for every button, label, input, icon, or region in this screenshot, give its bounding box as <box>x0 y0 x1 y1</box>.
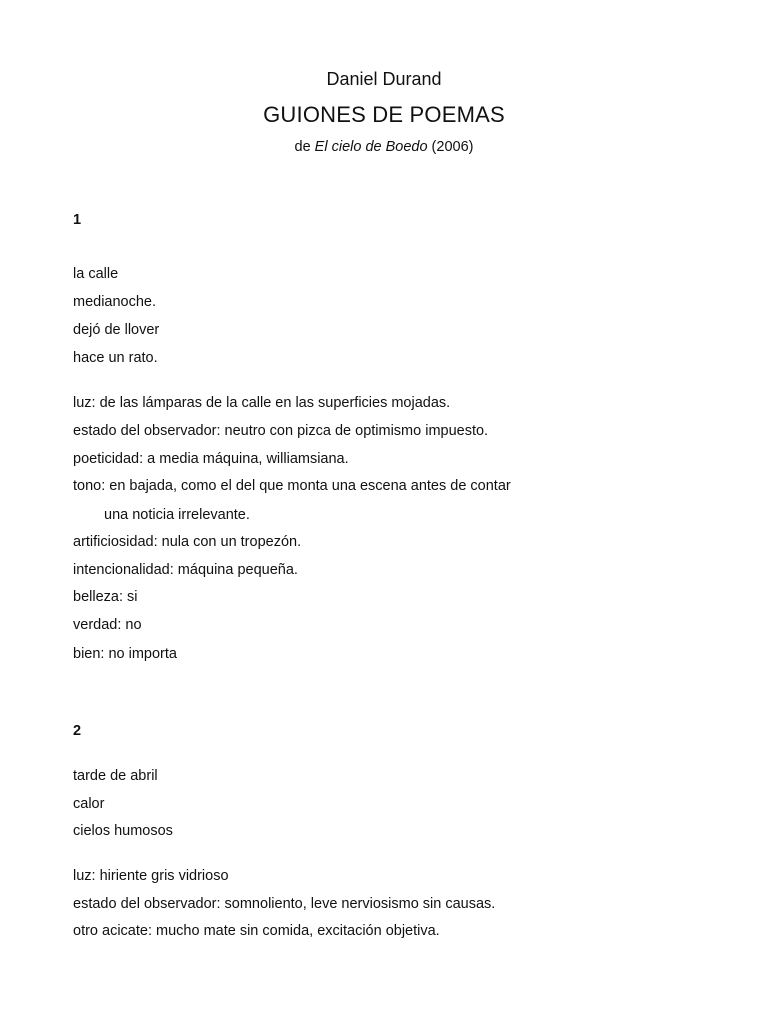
poem-line: hace un rato. <box>73 350 158 366</box>
script-line: estado del observador: somnoliento, leve nerviosismo sin causas. <box>73 896 496 912</box>
script-line-continuation: una noticia irrelevante. <box>104 507 250 523</box>
section-number: 2 <box>73 723 82 739</box>
script-line: bien: no importa <box>73 646 177 662</box>
poem-line: calor <box>73 796 105 812</box>
poem-line: tarde de abril <box>73 768 158 784</box>
script-line: estado del observador: neutro con pizca de optimismo impuesto. <box>73 423 489 439</box>
poem-line: la calle <box>73 266 119 282</box>
script-line: luz: de las lámparas de la calle en las superficies mojadas. <box>73 395 451 411</box>
script-line: belleza: si <box>73 589 138 605</box>
poem-line: cielos humosos <box>73 823 173 839</box>
document-title: GUIONES DE POEMAS <box>263 102 505 127</box>
subtitle-book-title: El cielo de Boedo <box>314 139 428 155</box>
script-line: artificiosidad: nula con un tropezón. <box>73 534 302 550</box>
script-line: intencionalidad: máquina pequeña. <box>73 562 298 578</box>
script-line: tono: en bajada, como el del que monta una escena antes de contar <box>73 478 511 494</box>
script-line: poeticidad: a media máquina, williamsiana. <box>73 451 349 467</box>
subtitle-prefix: de <box>294 139 315 155</box>
poem-line: medianoche. <box>73 294 157 310</box>
poem-line: dejó de llover <box>73 322 160 338</box>
section-number: 1 <box>73 212 82 228</box>
author-name: Daniel Durand <box>326 69 442 89</box>
subtitle-year: (2006) <box>427 139 474 155</box>
script-line: verdad: no <box>73 617 142 633</box>
script-line: luz: hiriente gris vidrioso <box>73 868 229 884</box>
document-subtitle <box>0 137 768 157</box>
script-line: otro acicate: mucho mate sin comida, excitación objetiva. <box>73 923 440 939</box>
